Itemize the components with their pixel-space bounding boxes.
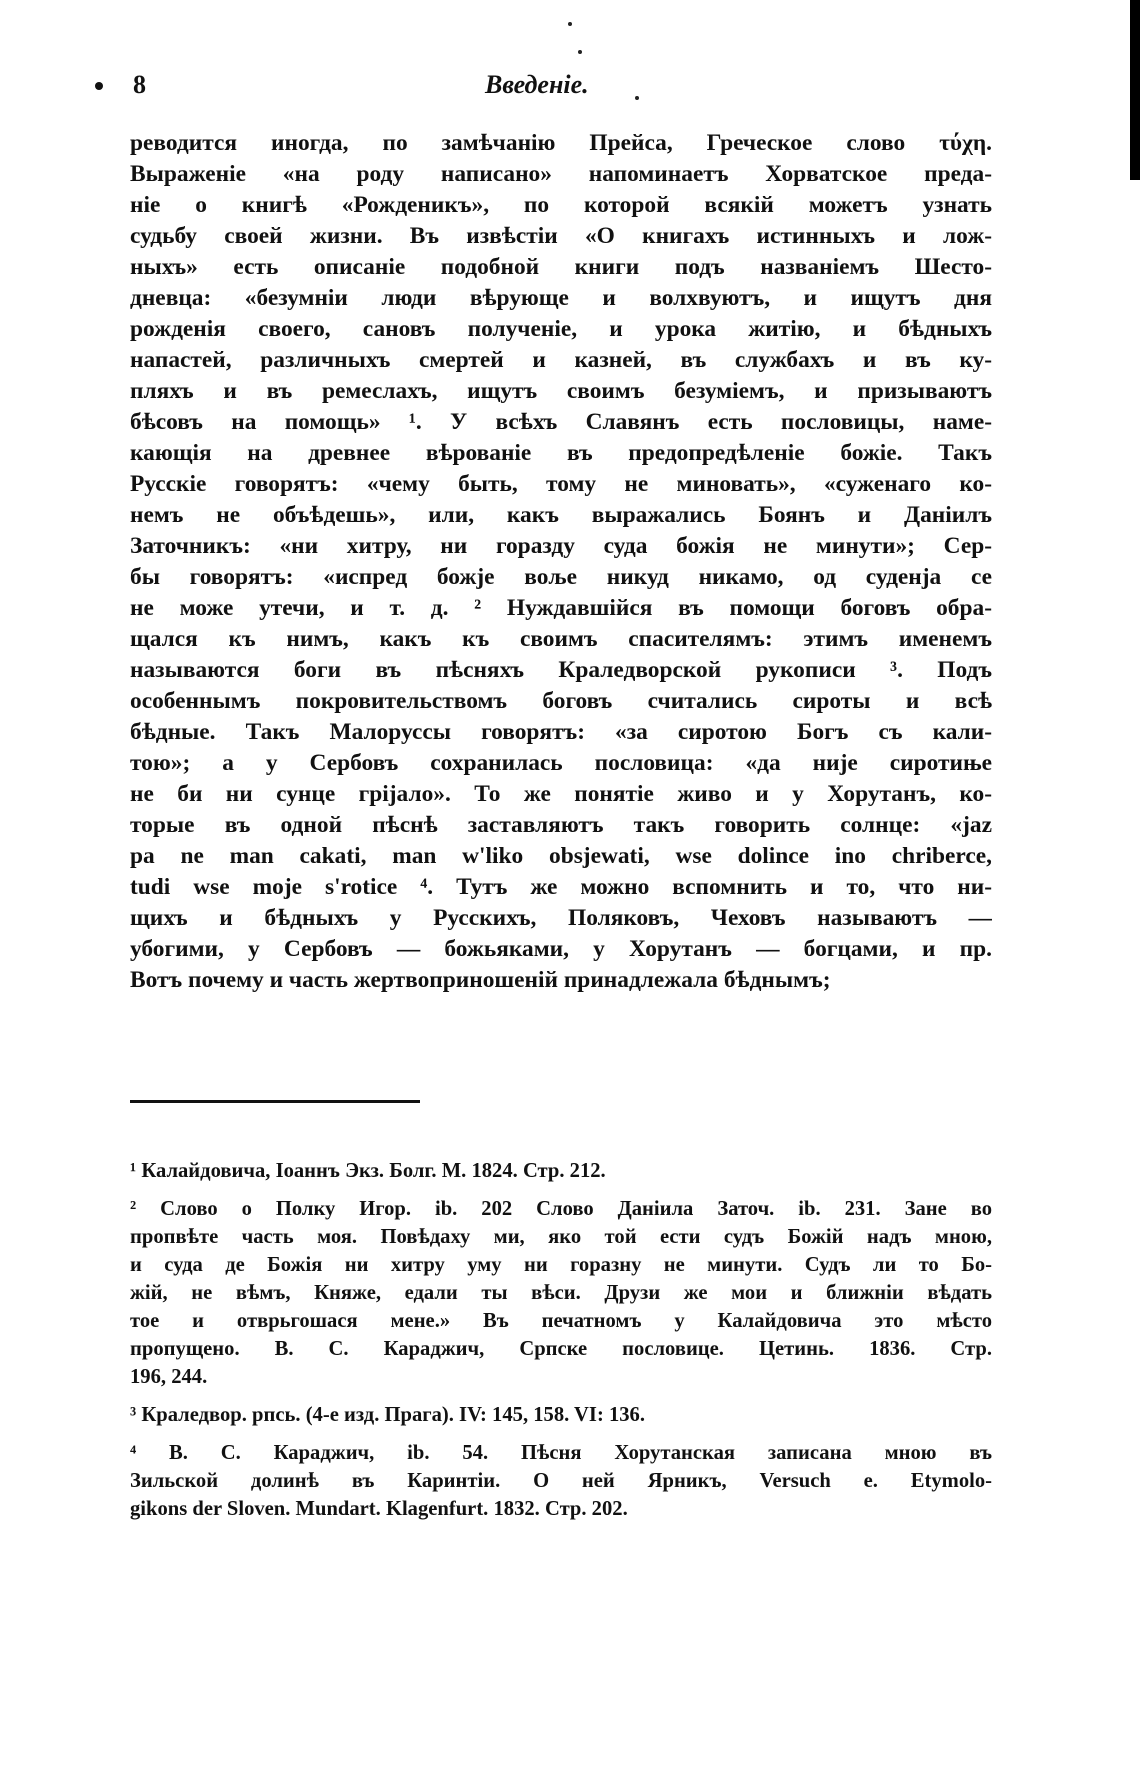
footnote [130,1401,992,1429]
footnote [130,1157,992,1185]
body-line: кающія на древнее вѣрованіе въ предопредѣленіе божіе. Такъ [130,440,992,466]
body-line: щался къ нимъ, какъ къ своимъ спасителямъ: этимъ именемъ [130,626,992,652]
body-line: ныхъ» есть описаніе подобной книги подъ названіемъ Шесто- [130,254,992,280]
footnote-line: жій, не вѣмъ, Княже, едали ты вѣси. Друзи же мои и ближніи вѣдать [130,1282,992,1304]
footnote-line: ¹ Калайдовича, Іоаннъ Экз. Болг. М. 1824. Стр. 212. [130,1160,606,1182]
body-line: Вотъ почему и часть жертвоприношеній принадлежала бѣднымъ; [130,967,831,993]
footnote-line: тое и отврьгошася мене.» Въ печатномъ у Калайдовича это мѣсто [130,1310,992,1332]
body-line: напастей, различныхъ смертей и казней, въ службахъ и въ ку- [130,347,992,373]
footnote-rule [130,1100,420,1103]
body-line: пляхъ и въ ремеслахъ, ищутъ своимъ безуміемъ, и призываютъ [130,378,992,404]
body-line: тою»; а у Сербовъ сохранилась пословица: «да није сиротиње [130,750,992,776]
footnote-line: ² Слово о Полку Игор. ib. 202 Слово Даніила Заточ. ib. 231. Зане во [130,1198,992,1220]
footnotes [130,1157,992,1533]
body-line: бѣдные. Такъ Малоруссы говорятъ: «за сиротою Богъ съ кали- [130,719,992,745]
footnote-line: пропущено. В. С. Караджич, Српске пословице. Цетинь. 1836. Стр. [130,1338,992,1360]
body-line: рожденія своего, сановъ полученіе, и урока житію, и бѣдныхъ [130,316,992,342]
footnote-line: Зильской долинѣ въ Каринтіи. О ней Ярникъ, Versuch e. Etymolo- [130,1470,992,1492]
footnote-line: ⁴ В. С. Караджич, ib. 54. Пѣсня Хорутанская записана мною въ [130,1442,992,1464]
body-line: Заточникъ: «ни хитру, ни горазду суда божія не минути»; Сер- [130,533,992,559]
scan-speck [578,50,582,54]
running-title: Введеніе. [485,70,589,99]
body-line: дневца: «безумніи люди вѣрующе и волхвуютъ, и ищутъ дня [130,285,992,311]
body-line: судьбу своей жизни. Въ извѣстіи «О книгахъ истинныхъ и лож- [130,223,992,249]
bullet-mark [95,82,103,90]
body-line: Выраженіе «на роду написано» напоминаетъ Хорватское преда- [130,161,992,187]
body-line: немъ не объѣдешь», или, какъ выражались Боянъ и Даніилъ [130,502,992,528]
body-line: ніе о книгѣ «Рожденикъ», по которой всякій можетъ узнать [130,192,992,218]
body-line: не може утечи, и т. д. ² Нуждавшійся въ помощи боговъ обра- [130,595,992,621]
body-line: торые въ одной пѣснѣ заставляютъ такъ говорить солнце: «jaz [130,812,992,838]
scan-speck [568,22,572,26]
body-line: pa ne man cakati, man w'liko obsjewati, wse dolince ino chriberce, [130,843,992,869]
footnote-line: gikons der Sloven. Mundart. Klagenfurt. 1832. Стр. 202. [130,1498,628,1520]
body-line: реводится иногда, по замѣчанію Прейса, Греческое слово τύχη. [130,130,992,156]
footnote [130,1439,992,1523]
body-line: не би ни сунце грijало». То же понятіе живо и у Хорутанъ, ко- [130,781,992,807]
footnote-line: ³ Краледвор. рпсь. (4-е изд. Прага). IV: 145, 158. VI: 136. [130,1404,645,1426]
body-line: tudi wse moje s'rotice ⁴. Тутъ же можно вспомнить и то, что ни- [130,874,992,900]
body-line: щихъ и бѣдныхъ у Русскихъ, Поляковъ, Чеховъ называютъ — [130,905,992,931]
body-line: Русскіе говорятъ: «чему быть, тому не миновать», «суженаго ко- [130,471,992,497]
scan-edge [1130,0,1140,180]
body-text [130,128,992,996]
page-header [95,62,995,102]
page-number: 8 [133,70,146,99]
body-line: называются боги въ пѣсняхъ Краледворской рукописи ³. Подъ [130,657,992,683]
footnote [130,1195,992,1391]
body-line: бы говорятъ: «испред божје воље никуд никамо, од суденја се [130,564,992,590]
footnote-line: пропвѣте часть моя. Повѣдаху ми, яко той ести судъ Божій надъ мною, [130,1226,992,1248]
footnote-line: 196, 244. [130,1366,208,1388]
body-line: бѣсовъ на помощь» ¹. У всѣхъ Славянъ есть пословицы, наме- [130,409,992,435]
body-line: особеннымъ покровительствомъ боговъ считались сироты и всѣ [130,688,992,714]
body-line: убогими, у Сербовъ — божьяками, у Хорутанъ — богцами, и пр. [130,936,992,962]
footnote-line: и суда де Божія ни хитру уму ни горазну не минути. Судъ ли то Бо- [130,1254,992,1276]
